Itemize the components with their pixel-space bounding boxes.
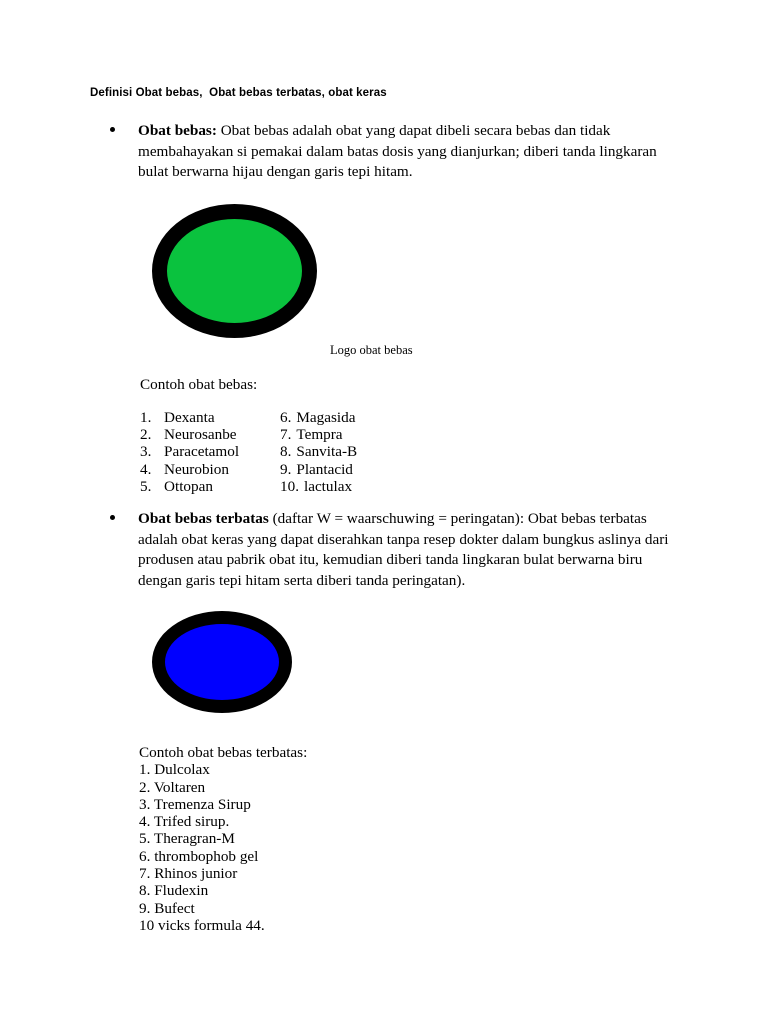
- list-item: 4. Trifed sirup.: [139, 813, 230, 831]
- bullet-dot-icon: [110, 515, 115, 520]
- list-number: 9.: [280, 460, 292, 478]
- list-label: Ottopan: [164, 477, 213, 495]
- list-item: 7. Rhinos junior: [139, 865, 238, 883]
- list-number: 7.: [280, 426, 292, 444]
- list-item: 2. Voltaren: [139, 778, 206, 796]
- list-cell-right: [280, 443, 357, 460]
- list-label: Neurosanbe: [164, 426, 237, 444]
- list-number: 2.: [140, 426, 152, 444]
- list-item: [140, 478, 440, 495]
- bullet-item-obat-bebas-terbatas: [110, 509, 675, 591]
- list-item: 9. Bufect: [139, 899, 195, 917]
- heading-contoh-obat-bebas-terbatas: Contoh obat bebas terbatas:: [139, 744, 308, 761]
- list-item: 8. Fludexin: [139, 882, 209, 900]
- list-item: 10 vicks formula 44.: [139, 916, 265, 934]
- list-obat-bebas-terbatas: [139, 744, 469, 934]
- logo-caption: Logo obat bebas: [330, 343, 413, 357]
- list-item: 6. thrombophob gel: [139, 847, 259, 865]
- list-cell-left: [140, 426, 280, 443]
- list-cell-right: [280, 426, 343, 443]
- bullet-item-obat-bebas: [110, 121, 675, 183]
- list-item: [140, 443, 440, 460]
- list-number: 8.: [280, 443, 292, 461]
- list-number: 6.: [280, 409, 292, 426]
- list-cell-left: [140, 478, 280, 495]
- list-number: 3.: [140, 443, 152, 461]
- list-item: 5. Theragran-M: [139, 830, 235, 848]
- list-label: lactulax: [303, 477, 353, 495]
- list-label: Tempra: [296, 426, 343, 444]
- bullet-body-text: Obat bebas adalah obat yang dapat dibeli secara bebas dan tidak membahayakan si pemakai dalam batas dosis yang dianjurkan; diberi tanda lingkaran bulat berwarna hijau dengan garis tepi hitam.: [138, 122, 657, 180]
- list-cell-right: [280, 461, 353, 478]
- list-label: Magasida: [296, 409, 356, 426]
- bullet-body-text: (daftar W = waarschuwing = peringatan): Obat bebas terbatas adalah obat keras yang dapat diserahkan tanpa resep dokter dalam bungkus aslinya dari produsen atau pabrik obat itu, kemudian diberi tanda lingkaran bulat berwarna biru dengan garis tepi hitam serta diberi tanda peringatan).: [138, 510, 669, 589]
- list-label: Sanvita-B: [296, 443, 358, 461]
- list-cell-left: [140, 443, 280, 460]
- list-item: [140, 409, 440, 426]
- list-number: 10.: [280, 477, 299, 495]
- list-number: 1.: [140, 409, 152, 426]
- page-title: Definisi Obat bebas, Obat bebas terbatas, obat keras: [90, 87, 387, 99]
- bullet-lead-label: Obat bebas:: [138, 122, 217, 139]
- bullet-lead-label: Obat bebas terbatas: [138, 510, 269, 527]
- logo-obat-bebas-green-circle: [152, 204, 317, 338]
- heading-contoh-obat-bebas: Contoh obat bebas:: [140, 376, 258, 393]
- list-label: Neurobion: [164, 460, 229, 478]
- list-obat-bebas: [140, 409, 440, 495]
- list-number: 4.: [140, 460, 152, 478]
- list-number: 5.: [140, 477, 152, 495]
- list-item: 3. Tremenza Sirup: [139, 795, 251, 813]
- list-item: [140, 461, 440, 478]
- list-cell-left: [140, 461, 280, 478]
- list-cell-left: [140, 409, 280, 426]
- list-item: [140, 426, 440, 443]
- list-label: Dexanta: [164, 409, 215, 426]
- bullet-text: [138, 121, 675, 183]
- bullet-text: [138, 509, 675, 591]
- bullet-dot-icon: [110, 127, 115, 132]
- list-label: Paracetamol: [164, 443, 240, 461]
- list-label: Plantacid: [296, 460, 353, 478]
- list-item: 1. Dulcolax: [139, 761, 210, 779]
- list-cell-right: [280, 478, 352, 495]
- logo-obat-bebas-terbatas-blue-circle: [152, 611, 292, 713]
- list-cell-right: [280, 409, 355, 426]
